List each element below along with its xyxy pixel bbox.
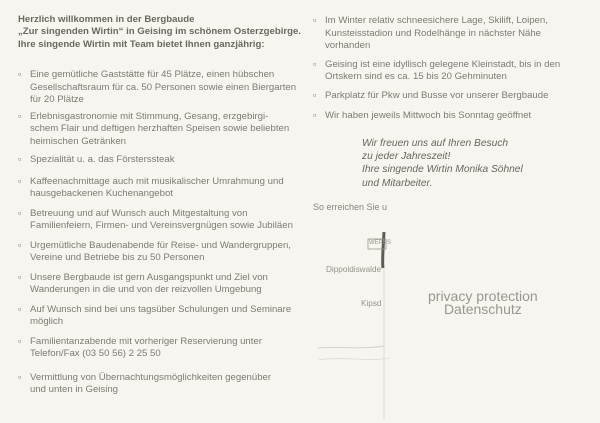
map-label-dippoldiswalde: Dippoldiswalde: [326, 265, 382, 274]
privacy-watermark: [428, 290, 538, 316]
map-road: [318, 346, 384, 348]
list-item-line: heimischen Getränken: [30, 135, 126, 147]
greeting-line-2: zu jeder Jahreszeit!: [362, 151, 451, 163]
bullet-icon: ▫: [313, 110, 317, 121]
list-item-line: Im Winter relativ schneesichere Lage, Skilift, Loipen,: [325, 15, 548, 26]
map-road: [383, 232, 384, 268]
privacy-line-1: privacy protection: [428, 288, 538, 304]
list-item-line: Spezialität u. a. das Försterssteak: [30, 154, 175, 165]
list-item-line: Erlebnisgastronomie mit Stimmung, Gesang, erzgebirgi-: [30, 110, 269, 122]
list-item-line: Geising ist eine idyllisch gelegene Kleinstadt, bis in den: [325, 58, 561, 70]
bullet-icon: ▫: [313, 89, 317, 101]
bullet-icon: ▫: [18, 303, 22, 315]
list-item-line: hausgebackenen Kuchenangebot: [30, 188, 173, 199]
list-item-line: Familienfeiern, Firmen- und Vereinsvergnügen sowie Jubiläen: [30, 220, 293, 231]
list-item-line: Ortskern sind es ca. 15 bis 20 Gehminuten: [325, 71, 507, 82]
map-sign-label: WEPNS: [369, 240, 392, 246]
list-item-line: Familientanzabende mit vorheriger Reservierung unter: [30, 335, 262, 347]
bullet-icon: ▫: [313, 15, 317, 26]
list-item-line: Unsere Bergbaude ist gern Ausgangspunkt und Ziel von: [30, 271, 268, 283]
map-label-kipsdorf: Kipsd: [361, 299, 382, 308]
list-item-line: Auf Wunsch sind bei uns tagsüber Schulungen und Seminare: [30, 303, 292, 315]
greeting-line-4: und Mitarbeiter.: [362, 177, 433, 189]
bullet-icon: ▫: [18, 371, 22, 383]
intro-line-2: „Zur singenden Wirtin“ in Geising im schönem Osterzgebirge.: [18, 26, 301, 38]
bullet-icon: ▫: [18, 69, 22, 80]
list-item-line: schem Flair und deftigen herzhaften Speisen sowie beliebten: [30, 123, 290, 134]
bullet-icon: ▫: [18, 207, 22, 219]
list-item-line: und unten in Geising: [30, 384, 119, 395]
list-item-line: Kaffeenachmittage auch mit musikalischer Umrahmung und: [30, 175, 284, 187]
bullet-icon: ▫: [18, 110, 22, 122]
intro-line-3: Ihre singende Wirtin mit Team bietet Ihnen ganzjährig:: [18, 38, 265, 50]
list-item-line: möglich: [30, 316, 64, 327]
bullet-icon: ▫: [18, 335, 22, 347]
bullet-icon: ▫: [18, 154, 22, 165]
greeting-line-3: Ihre singende Wirtin Monika Söhnel: [362, 164, 523, 176]
list-item-line: Parkplatz für Pkw und Busse vor unserer Bergbaude: [325, 89, 549, 101]
map-road: [318, 358, 390, 360]
list-item-line: Vermittlung von Übernachtungsmöglichkeiten gegenüber: [30, 371, 272, 383]
privacy-line-2: Datenschutz: [443, 301, 522, 317]
list-item-line: Urgemütliche Baudenabende für Reise- und Wandergruppen,: [30, 239, 291, 251]
list-item-line: Wir haben jeweils Mittwoch bis Sonntag geöffnet: [325, 110, 532, 121]
list-item-line: für 20 Plätze: [30, 94, 84, 105]
list-item-line: Eine gemütliche Gaststätte für 45 Plätze, einen hübschen: [30, 69, 275, 80]
intro-line-1: Herzlich willkommen in der Bergbaude: [18, 14, 195, 25]
bullet-icon: ▫: [18, 239, 22, 251]
directions-heading: So erreichen Sie u: [313, 202, 388, 212]
list-item-line: Gesellschaftsraum für ca. 50 Personen sowie einen Biergarten: [30, 81, 297, 93]
list-item-line: Kunsteisstadion und Rodelhänge in nächster Nähe: [325, 27, 542, 39]
list-item-line: Betreuung und auf Wunsch auch Mitgestaltung von: [30, 207, 248, 219]
list-item-line: vorhanden: [325, 40, 371, 51]
bullet-icon: ▫: [18, 271, 22, 283]
list-item-line: Telefon/Fax (03 50 56) 2 25 50: [30, 348, 161, 359]
bullet-icon: ▫: [18, 175, 22, 187]
list-item-line: Vereine und Betriebe bis zu 50 Personen: [30, 252, 205, 263]
greeting-line-1: Wir freuen uns auf Ihren Besuch: [362, 138, 509, 149]
list-item-line: Wanderungen in die und von der reizvollen Umgebung: [30, 284, 262, 295]
bullet-icon: ▫: [313, 58, 317, 70]
